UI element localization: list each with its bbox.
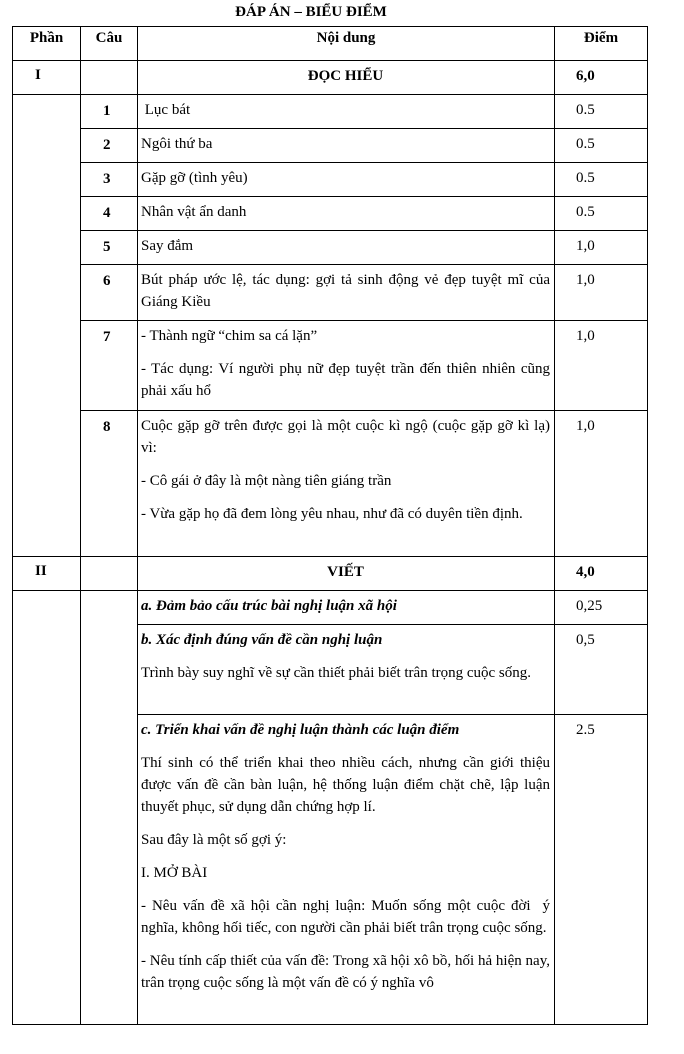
phan-spacer: [13, 591, 81, 1025]
question-number: 7: [81, 321, 138, 411]
question-number: 4: [81, 197, 138, 231]
table-row: [13, 231, 648, 265]
header-row: [13, 27, 648, 61]
answer-content: Nhân vật ẩn danh: [138, 197, 555, 231]
phan-spacer: [13, 95, 81, 557]
cau-spacer: [81, 591, 138, 1025]
answer-score: 0.5: [555, 163, 648, 197]
table-row: [13, 321, 648, 411]
question-number: 1: [81, 95, 138, 129]
answer-content: Gặp gỡ (tình yêu): [138, 163, 555, 197]
criterion-content: a. Đảm bảo cấu trúc bài nghị luận xã hội: [138, 591, 555, 625]
table-row: [13, 163, 648, 197]
criterion-content: c. Triển khai vấn đề nghị luận thành các luận điểm Thí sinh có thể triển khai theo nhiều cách, nhưng cần giới thiệu được vấn đề cần bàn luận, hệ thống luận điểm chặt chẽ, lập luận thuyết phục, sử dụng dẫn chứng hợp lí. Sau đây là một số gợi ý: I. MỞ BÀI - Nêu vấn đề xã hội cần nghị luận: Muốn sống một cuộc đời ý nghĩa, không hối tiếc, con người cần phải biết trân trọng cuộc sống. - Nêu tính cấp thiết của vấn đề: Trong xã hội xô bồ, hối hả hiện nay, trân trọng cuộc sống là một vấn đề có ý nghĩa vô: [138, 715, 555, 1025]
header-diem: Điểm: [555, 27, 648, 61]
question-number: 8: [81, 411, 138, 557]
table-row: [13, 95, 648, 129]
document-title: ĐÁP ÁN – BIỂU ĐIỂM: [235, 4, 387, 20]
answer-score: 1,0: [555, 411, 648, 557]
answer-score: 1,0: [555, 321, 648, 411]
table-row: [13, 411, 648, 557]
section-row-viet: [13, 557, 648, 591]
criterion-content: b. Xác định đúng vấn đề cần nghị luận Trình bày suy nghĩ về sự cần thiết phải biết trân trọng cuộc sống.: [138, 625, 555, 715]
section-score: 4,0: [555, 557, 648, 591]
criterion-score: 0,25: [555, 591, 648, 625]
answer-table: [12, 26, 648, 1025]
criterion-score: 0,5: [555, 625, 648, 715]
question-number: 6: [81, 265, 138, 321]
answer-content: Cuộc gặp gỡ trên được gọi là một cuộc kì ngộ (cuộc gặp gỡ kì lạ) vì: - Cô gái ở đây là một nàng tiên giáng trần - Vừa gặp họ đã đem lòng yêu nhau, như đã có duyên tiền định.: [138, 411, 555, 557]
question-number: 3: [81, 163, 138, 197]
answer-content: - Thành ngữ “chim sa cá lặn” - Tác dụng: Ví người phụ nữ đẹp tuyệt trần đến thiên nhiên cũng phải xấu hổ: [138, 321, 555, 411]
answer-content: Lục bát: [138, 95, 555, 129]
header-phan: Phần: [13, 27, 81, 61]
section-title: ĐỌC HIỂU: [138, 61, 555, 95]
answer-score: 1,0: [555, 231, 648, 265]
answer-score: 1,0: [555, 265, 648, 321]
header-cau: Câu: [81, 27, 138, 61]
criterion-score: 2.5: [555, 715, 648, 1025]
question-number: 2: [81, 129, 138, 163]
section-number: I: [13, 61, 81, 95]
table-row: [13, 129, 648, 163]
answer-content: Bút pháp ước lệ, tác dụng: gợi tả sinh động vẻ đẹp tuyệt mĩ của Giáng Kiều: [138, 265, 555, 321]
table-row: [13, 591, 648, 625]
answer-content: Say đắm: [138, 231, 555, 265]
section-title: VIẾT: [138, 557, 555, 591]
answer-score: 0.5: [555, 197, 648, 231]
section-row-doc-hieu: [13, 61, 648, 95]
answer-score: 0.5: [555, 129, 648, 163]
table-row: [13, 197, 648, 231]
section-number: II: [13, 557, 81, 591]
header-noi-dung: Nội dung: [138, 27, 555, 61]
question-number: 5: [81, 231, 138, 265]
answer-content: Ngôi thứ ba: [138, 129, 555, 163]
table-row: [13, 265, 648, 321]
answer-score: 0.5: [555, 95, 648, 129]
section-score: 6,0: [555, 61, 648, 95]
